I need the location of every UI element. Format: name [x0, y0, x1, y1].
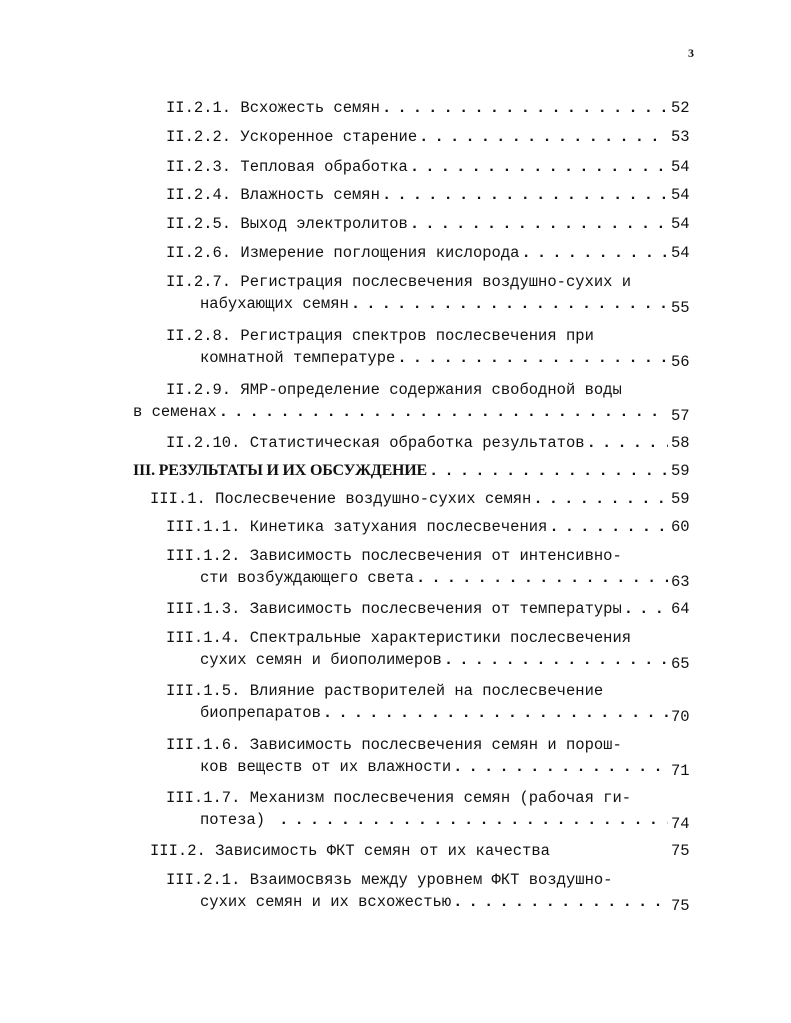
- toc-entry-page: 57: [671, 407, 690, 425]
- dot-leader: [382, 183, 668, 207]
- toc-entry-page: 59: [671, 462, 690, 480]
- toc-entry-page: 64: [671, 600, 690, 618]
- toc-entry-title: II.2.5. Выход электролитов: [166, 215, 408, 233]
- toc-entry-title: III.1. Послесвечение воздушно-сухих семян: [150, 490, 532, 508]
- toc-entry-2-2-9: [133, 400, 691, 424]
- toc-entry-title: II.2.1. Всхожесть семян: [166, 99, 380, 117]
- toc-entry-page: 55: [671, 299, 690, 317]
- toc-entry-page: 54: [671, 244, 690, 262]
- toc-entry-title: III.1.3. Зависимость послесвечения от температуры: [166, 600, 622, 618]
- toc-entry-title: набухающих семян: [200, 295, 349, 313]
- dot-leader: [323, 701, 668, 725]
- toc-entry-page: 54: [671, 158, 690, 176]
- dot-leader: [429, 459, 668, 483]
- toc-entry-2-2-4: [166, 183, 691, 207]
- dot-leader: [444, 648, 668, 672]
- dot-leader: [410, 212, 668, 236]
- toc-entry-page: 58: [671, 434, 690, 452]
- dot-leader: [549, 515, 668, 539]
- dot-leader: [279, 808, 668, 832]
- toc-entry-2-2-1: [166, 96, 691, 120]
- toc-entry-title: II.2.4. Влажность семян: [166, 186, 380, 204]
- toc-entry-3-1: [150, 487, 691, 511]
- toc-entry-page: 60: [671, 518, 690, 536]
- dot-leader: [453, 755, 668, 779]
- toc-entry-3-1-7: [200, 808, 691, 832]
- toc-entry-title: II.2.3. Тепловая обработка: [166, 158, 408, 176]
- toc-entry-3-2: [150, 839, 691, 863]
- toc-entry-page: 54: [671, 186, 690, 204]
- toc-entry-title: потеза): [200, 811, 266, 829]
- toc-entry-3-1-6-line1: III.1.6. Зависимость послесвечения семян и порош-: [166, 736, 622, 754]
- toc-entry-page: 54: [671, 215, 690, 233]
- toc-entry-3-2-1-line1: III.2.1. Взаимосвязь между уровнем ФКТ воздушно-: [166, 871, 613, 889]
- toc-entry-page: 59: [671, 490, 690, 508]
- toc-entry-3-1-6: [200, 755, 691, 779]
- dot-leader: [521, 241, 668, 265]
- toc-entry-title: сухих семян и биополимеров: [200, 651, 442, 669]
- toc-entry-2-2-5: [166, 212, 691, 236]
- dot-leader: [533, 487, 668, 511]
- dot-leader: [419, 125, 668, 149]
- toc-entry-page: 75: [671, 897, 690, 915]
- toc-entry-3-1-5-line1: III.1.5. Влияние растворителей на послесвечение: [166, 682, 604, 700]
- toc-entry-2-2-8-line1: II.2.8. Регистрация спектров послесвечения при: [166, 327, 594, 345]
- toc-entry-title: биопрепаратов: [200, 704, 321, 722]
- dot-leader: [410, 155, 668, 179]
- toc-entry-page: 75: [671, 842, 690, 860]
- dot-leader: [351, 292, 668, 316]
- toc-entry-page: 53: [671, 128, 690, 146]
- dot-leader: [416, 566, 668, 590]
- dot-leader: [397, 346, 668, 370]
- toc-entry-page: 52: [671, 99, 690, 117]
- toc-entry-title: комнатной температуре: [200, 349, 396, 367]
- toc-entry-2-2-3: [166, 155, 691, 179]
- toc-entry-title: III.1.1. Кинетика затухания послесвечения: [166, 518, 548, 536]
- toc-entry-page: 56: [671, 353, 690, 371]
- toc-entry-3-1-2: [200, 566, 691, 590]
- toc-entry-2-2-7-line1: II.2.7. Регистрация послесвечения воздушно-сухих и: [166, 273, 632, 291]
- toc-entry-3-1-3: [166, 597, 691, 621]
- toc-entry-title: III.2. Зависимость ФКТ семян от их качества: [150, 842, 550, 860]
- dot-leader: [453, 890, 668, 914]
- toc-entry-3-1-4-line1: III.1.4. Спектральные характеристики послесвечения: [166, 629, 632, 647]
- toc-entry-page: 70: [671, 708, 690, 726]
- toc-entry-title: II.2.10. Статистическая обработка результатов: [166, 434, 585, 452]
- toc-entry-3-1-2-line1: III.1.2. Зависимость послесвечения от интенсивно-: [166, 547, 622, 565]
- toc-heading-title: III. РЕЗУЛЬТАТЫ И ИХ ОБСУЖДЕНИЕ: [133, 462, 428, 479]
- toc-entry-3-1-7-line1: III.1.7. Механизм послесвечения семян (рабочая ги-: [166, 789, 632, 807]
- toc-entry-page: 65: [671, 655, 690, 673]
- toc-entry-2-2-9-line1: II.2.9. ЯМР-определение содержания свободной воды: [166, 381, 622, 399]
- toc-entry-3-1-4: [200, 648, 691, 672]
- toc-entry-title: сти возбуждающего света: [200, 569, 414, 587]
- toc-entry-2-2-6: [166, 241, 691, 265]
- toc-entry-3-1-1: [166, 515, 691, 539]
- page-number: 3: [688, 46, 694, 60]
- toc-section-heading-3: [133, 459, 691, 483]
- dot-leader: [382, 96, 668, 120]
- dot-leader: [219, 400, 668, 424]
- dot-leader: [624, 597, 668, 621]
- toc-entry-2-2-10: [166, 431, 691, 455]
- toc-entry-page: 71: [671, 762, 690, 780]
- toc-entry-title: II.2.2. Ускоренное старение: [166, 128, 418, 146]
- toc-entry-title: II.2.6. Измерение поглощения кислорода: [166, 244, 520, 262]
- toc-entry-page: 63: [671, 573, 690, 591]
- toc-entry-title: сухих семян и их всхожестью: [200, 893, 452, 911]
- toc-entry-2-2-2: [166, 125, 691, 149]
- toc-entry-3-2-1: [200, 890, 691, 914]
- toc-entry-title: ков веществ от их влажности: [200, 758, 452, 776]
- toc-entry-3-1-5: [200, 701, 691, 725]
- toc-entry-title: в семенах: [133, 403, 217, 421]
- toc-entry-page: 74: [671, 815, 690, 833]
- toc-entry-2-2-7: [200, 292, 691, 316]
- dot-leader: [587, 431, 668, 455]
- toc-entry-2-2-8: [200, 346, 691, 370]
